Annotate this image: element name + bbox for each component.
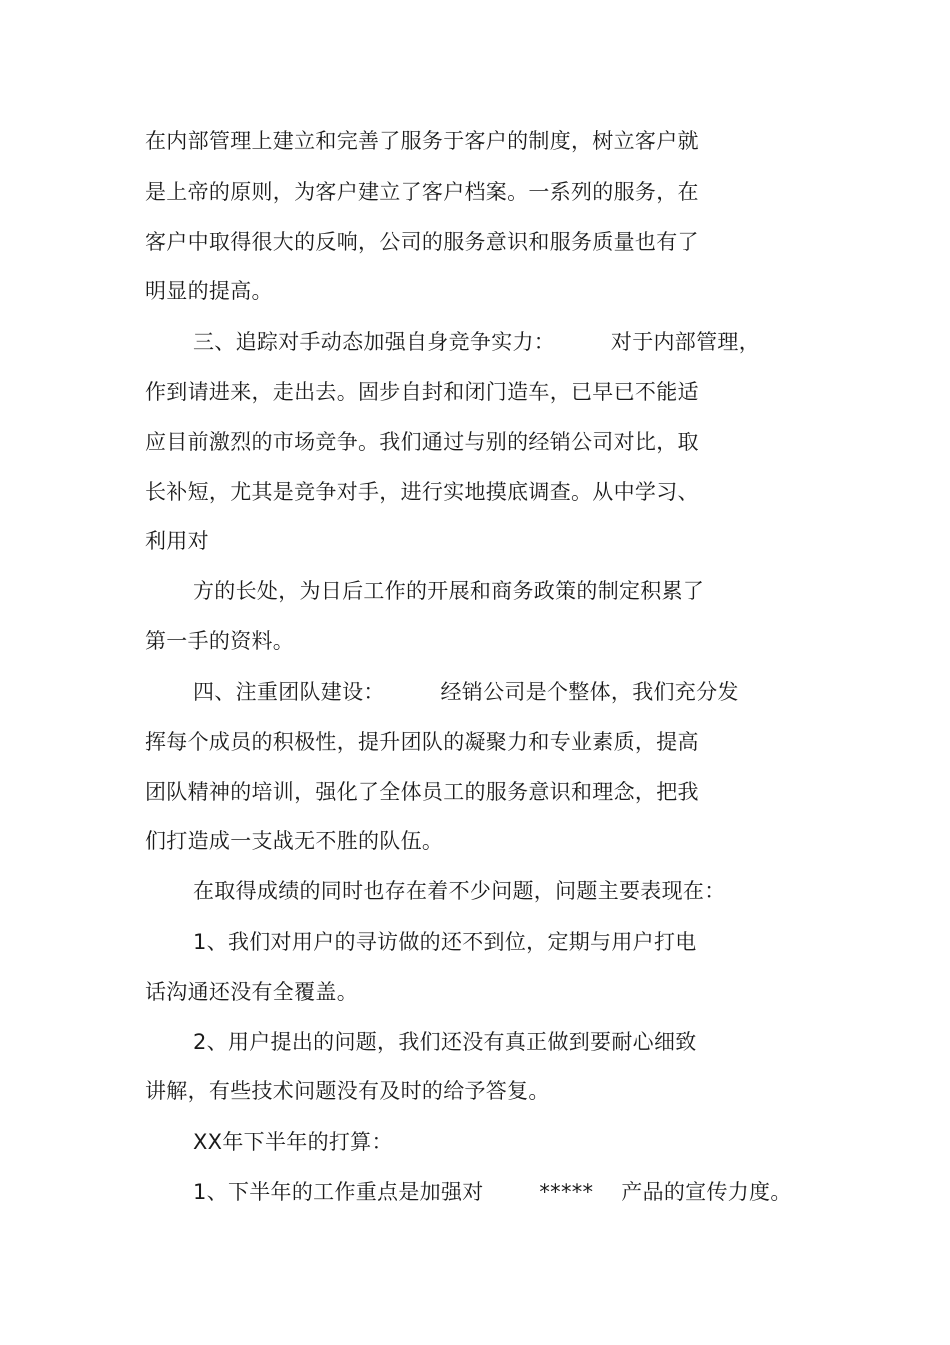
paragraph-line: 们打造成一支战无不胜的队伍。 [145, 829, 444, 853]
paragraph-line: 明显的提高。 [145, 279, 273, 303]
paragraph-line: 方的长处，为日后工作的开展和商务政策的制定积累了 [193, 579, 705, 603]
paragraph-line: 在取得成绩的同时也存在着不少问题，问题主要表现在： [193, 879, 726, 903]
section-heading-line: 三、追踪对手动态加强自身竞争实力： 对于内部管理， [193, 330, 760, 354]
paragraph-line: 第一手的资料。 [145, 629, 295, 653]
list-item-line: 2、用户提出的问题，我们还没有真正做到要耐心细致 [193, 1030, 697, 1054]
paragraph-line: 长补短，尤其是竞争对手，进行实地摸底调查。从中学习、 [145, 480, 699, 504]
paragraph-line: 话沟通还没有全覆盖。 [145, 980, 358, 1004]
paragraph-line: 是上帝的原则，为客户建立了客户档案。一系列的服务，在 [145, 180, 699, 204]
paragraph-line: 作到请进来，走出去。固步自封和闭门造车，已早已不能适 [145, 380, 699, 404]
paragraph-line: 客户中取得很大的反响，公司的服务意识和服务质量也有了 [145, 230, 699, 254]
paragraph-line: 利用对 [145, 529, 209, 553]
paragraph-line: 挥每个成员的积极性，提升团队的凝聚力和专业素质，提高 [145, 730, 699, 754]
list-item-line: 1、我们对用户的寻访做的还不到位，定期与用户打电 [193, 930, 697, 954]
list-item-line: 1、下半年的工作重点是加强对 ***** 产品的宣传力度。 [193, 1180, 792, 1204]
section-heading-line: XX年下半年的打算： [193, 1130, 393, 1154]
paragraph-line: 讲解，有些技术问题没有及时的给予答复。 [145, 1079, 550, 1103]
section-heading-line: 四、注重团队建设： 经销公司是个整体，我们充分发 [193, 680, 739, 704]
paragraph-line: 团队精神的培训，强化了全体员工的服务意识和理念，把我 [145, 780, 699, 804]
paragraph-line: 应目前激烈的市场竞争。我们通过与别的经销公司对比，取 [145, 430, 699, 454]
paragraph-line: 在内部管理上建立和完善了服务于客户的制度，树立客户就 [145, 129, 699, 153]
